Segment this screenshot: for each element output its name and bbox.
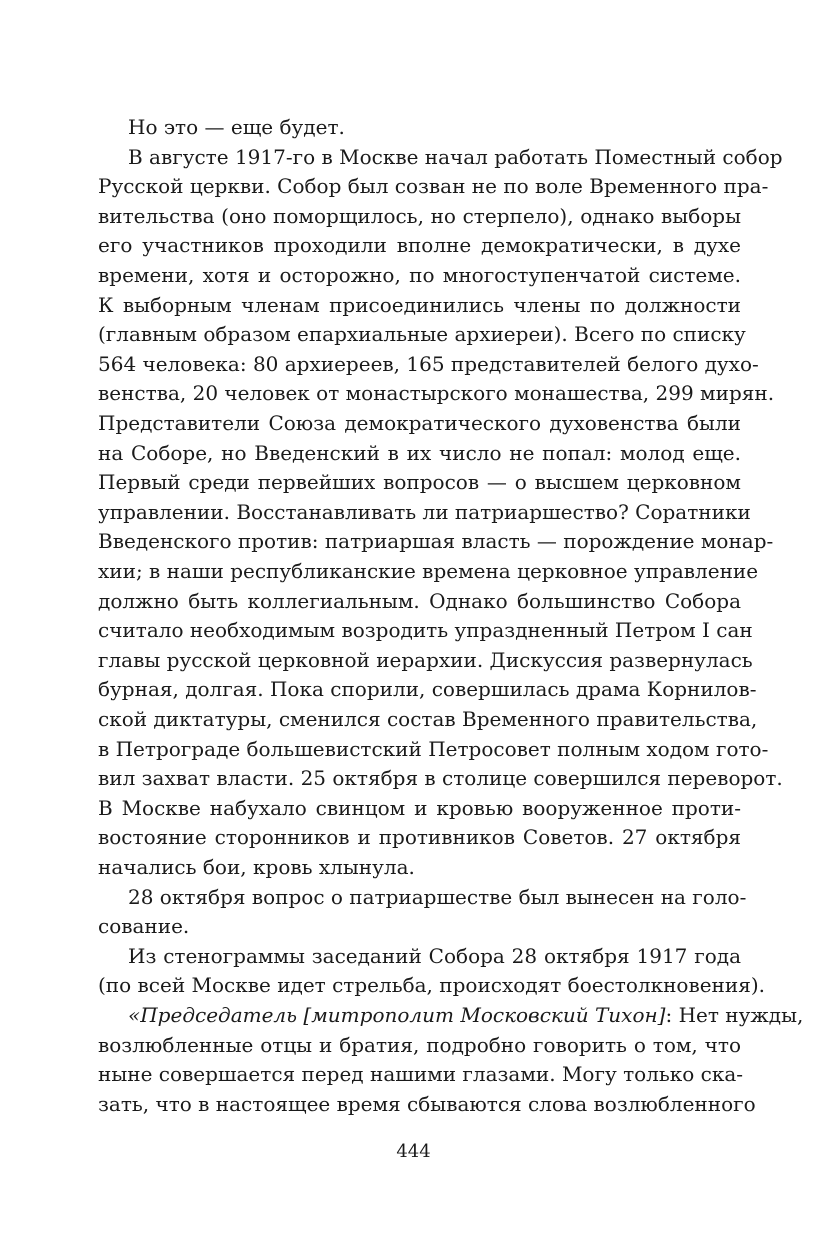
text-line: начались бои, кровь хлынула. bbox=[98, 855, 415, 879]
text-line: зать, что в настоящее время сбываются слова возлюбленного bbox=[98, 1091, 756, 1116]
text-line: вил захват власти. 25 октября в столице совершился переворот. bbox=[98, 766, 783, 791]
text-line: (по всей Москве идет стрельба, происходят боестолкновения). bbox=[98, 973, 765, 998]
page-number: 444 bbox=[396, 1141, 431, 1162]
text-line: 564 человека: 80 архиереев, 165 представителей белого духо- bbox=[98, 351, 759, 376]
text-line: Первый среди первейших вопросов — о высшем церковном bbox=[98, 470, 741, 495]
text-line: Введенского против: патриаршая власть — порождение монар- bbox=[98, 529, 774, 554]
text-line: ской диктатуры, сменился состав Временного правительства, bbox=[98, 707, 758, 731]
text-line: должно быть коллегиальным. Однако большинство Собора bbox=[98, 588, 741, 613]
text-line: бурная, долгая. Пока спорили, совершилась драма Корнилов- bbox=[98, 677, 757, 702]
text-line: времени, хотя и осторожно, по многоступенчатой системе. bbox=[98, 263, 741, 287]
text-line: главы русской церковной иерархии. Дискуссия развернулась bbox=[98, 647, 753, 672]
text-line: 28 октября вопрос о патриаршестве был вынесен на голо- bbox=[128, 884, 747, 909]
text-line: В Москве набухало свинцом и кровью вооруженное проти- bbox=[98, 795, 741, 820]
text-line: востояние сторонников и противников Советов. 27 октября bbox=[98, 825, 741, 850]
text-line: (главным образом епархиальные архиереи). Всего по списку bbox=[98, 322, 746, 347]
text-line: на Соборе, но Введенский в их число не попал: молод еще. bbox=[98, 440, 741, 465]
text-line: Но это — еще будет. bbox=[128, 115, 345, 139]
text-line: К выборным членам присоединились члены по должности bbox=[98, 292, 741, 317]
speaker-label: «Председатель [митрополит Московский Тихон] bbox=[128, 1003, 666, 1027]
text-line: вительства (оно поморщилось, но стерпело), однако выборы bbox=[98, 203, 741, 228]
text-line: считало необходимым возродить упраздненный Петром I сан bbox=[98, 618, 753, 643]
text-line: возлюбленные отцы и братия, подробно говорить о том, что bbox=[98, 1032, 741, 1057]
text-line: Русской церкви. Собор был созван не по воле Временного пра- bbox=[98, 174, 769, 199]
text-line: хии; в наши республиканские времена церковное управление bbox=[98, 559, 759, 583]
text-line: его участников проходили вполне демократически, в духе bbox=[98, 233, 741, 258]
text-line: Из стенограммы заседаний Собора 28 октября 1917 года bbox=[128, 943, 741, 968]
text-line: сование. bbox=[98, 914, 190, 939]
speech-text: : Нет нужды, bbox=[665, 1003, 804, 1027]
text-line: венства, 20 человек от монастырского монашества, 299 мирян. bbox=[98, 381, 775, 406]
text-line bbox=[98, 1000, 804, 1030]
text-line: В августе 1917-го в Москве начал работать Поместный собор bbox=[128, 144, 783, 169]
text-line: в Петрограде большевистский Петросовет полным ходом гото- bbox=[98, 736, 769, 761]
text-line: Представители Союза демократического духовенства были bbox=[98, 411, 741, 435]
text-line: ныне совершается перед нашими глазами. Могу только ска- bbox=[98, 1062, 744, 1087]
text-line: управлении. Восстанавливать ли патриаршество? Соратники bbox=[98, 499, 751, 524]
